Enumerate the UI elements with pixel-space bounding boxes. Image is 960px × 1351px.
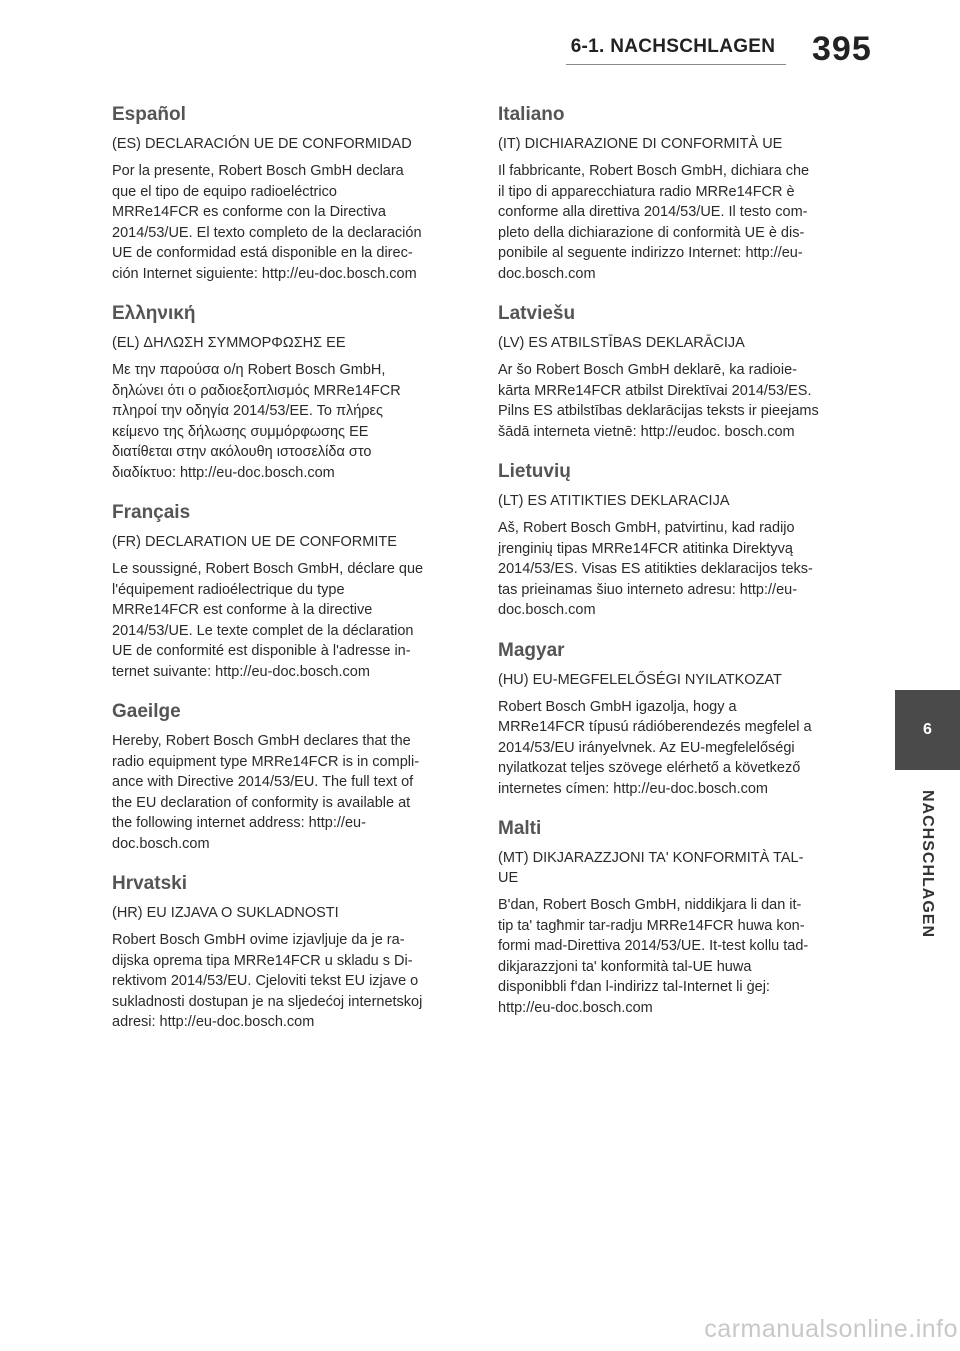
body-line: διατίθεται στην ακόλουθη ιστοσελίδα στο xyxy=(112,444,372,460)
body-line: kārta MRRe14FCR atbilst Direktīvai 2014/53/ES. xyxy=(498,382,812,399)
body-line: doc.bosch.com xyxy=(498,265,596,282)
right-column xyxy=(498,103,848,1036)
body-line: Ar šo Robert Bosch GmbH deklarē, ka radioie- xyxy=(498,362,797,378)
body-line: l'équipement radioélectrique du type xyxy=(112,581,345,598)
chapter-tab xyxy=(895,690,960,770)
body-line: adresi: http://eu-doc.bosch.com xyxy=(112,1014,315,1030)
header-divider xyxy=(566,64,786,65)
declaration-body xyxy=(498,360,848,442)
page-number: 395 xyxy=(812,30,872,68)
body-line: rektivom 2014/53/EU. Cjeloviti tekst EU izjave o xyxy=(112,973,419,989)
body-line: disponibbli f'dan l-indirizz tal-Internet li ġej: xyxy=(498,979,770,995)
language-heading: Ελληνική xyxy=(112,303,196,324)
body-line: dijska oprema tipa MRRe14FCR u skladu s Di- xyxy=(112,952,413,969)
body-line: Pilns ES atbilstības deklarācijas teksts ir pieejams xyxy=(498,403,819,419)
declaration-body xyxy=(112,360,462,483)
body-line: Aš, Robert Bosch GmbH, patvirtinu, kad radijo xyxy=(498,520,795,536)
section-italian xyxy=(498,103,848,284)
declaration-title: (MT) DIKJARAZZJONI TA' KONFORMITÀ TAL- UE xyxy=(498,850,804,886)
declaration-title: (LV) ES ATBILSTĪBAS DEKLARĀCIJA xyxy=(498,335,745,351)
body-line: 2014/53/ES. Visas ES atitikties deklaracijos teks- xyxy=(498,561,813,577)
body-line: Por la presente, Robert Bosch GmbH declara xyxy=(112,163,404,179)
body-line: dikjarazzjoni ta' konformità tal-UE huwa xyxy=(498,958,752,975)
body-line: κείμενο της δήλωσης συμμόρφωσης ΕΕ xyxy=(112,423,369,440)
declaration-body xyxy=(498,161,848,284)
body-line: 2014/53/UE. El texto completo de la declaración xyxy=(112,224,422,241)
body-line: the following internet address: http://eu- xyxy=(112,815,366,831)
body-line: Il fabbricante, Robert Bosch GmbH, dichiara che xyxy=(498,163,810,179)
body-line: doc.bosch.com xyxy=(498,602,596,618)
body-line: šādā interneta vietnē: http://eudoc. bosch.com xyxy=(498,423,795,440)
language-heading: Hrvatski xyxy=(112,873,187,894)
body-line: ción Internet siguiente: http://eu-doc.bosch.com xyxy=(112,265,417,282)
body-line: Robert Bosch GmbH igazolja, hogy a xyxy=(498,698,737,715)
declaration-title: (IT) DICHIARAZIONE DI CONFORMITÀ UE xyxy=(498,136,783,152)
language-heading: Latviešu xyxy=(498,303,576,324)
left-column xyxy=(112,103,462,1051)
section-hungarian xyxy=(498,639,848,800)
body-line: B'dan, Robert Bosch GmbH, niddikjara li dan it- xyxy=(498,897,802,913)
body-line: ance with Directive 2014/53/EU. The full text of xyxy=(112,774,414,790)
chapter-number: 6 xyxy=(923,721,932,738)
declaration-body xyxy=(112,161,462,284)
body-line: tip ta' tagħmir tar-radju MRRe14FCR huwa kon- xyxy=(498,917,805,934)
declaration-body xyxy=(498,895,848,1018)
language-heading: Gaeilge xyxy=(112,701,181,722)
declaration-body xyxy=(498,518,848,621)
body-line: MRRe14FCR típusú rádióberendezés megfelel a xyxy=(498,719,812,735)
declaration-title: (LT) ES ATITIKTIES DEKLARACIJA xyxy=(498,493,730,509)
section-latvian xyxy=(498,302,848,442)
body-line: ponibile al seguente indirizzo Internet: http://eu- xyxy=(498,245,803,261)
language-heading: Lietuvių xyxy=(498,461,571,482)
declaration-body xyxy=(112,731,462,854)
body-line: nyilatkozat teljes szövege elérhető a következő xyxy=(498,760,801,776)
declaration-title: (HU) EU-MEGFELELŐSÉGI NYILATKOZAT xyxy=(498,671,782,688)
language-heading: Italiano xyxy=(498,104,565,125)
body-line: doc.bosch.com xyxy=(112,835,210,852)
declaration-title: (FR) DECLARATION UE DE CONFORMITE xyxy=(112,534,397,550)
body-line: MRRe14FCR es conforme con la Directiva xyxy=(112,204,386,220)
body-line: formi mad-Direttiva 2014/53/UE. It-test kollu tad- xyxy=(498,938,809,954)
watermark: carmanualsonline.info xyxy=(704,1315,958,1343)
body-line: δηλώνει ότι ο ραδιοεξοπλισμός MRRe14FCR xyxy=(112,382,401,399)
language-heading: Français xyxy=(112,502,191,523)
body-line: 2014/53/EU irányelvnek. Az EU-megfelelőségi xyxy=(498,739,795,756)
body-line: que el tipo de equipo radioeléctrico xyxy=(112,183,337,200)
page-header xyxy=(0,0,960,84)
declaration-title: (HR) EU IZJAVA O SUKLADNOSTI xyxy=(112,905,339,921)
declaration-title: (ES) DECLARACIÓN UE DE CONFORMIDAD xyxy=(112,136,412,152)
body-line: radio equipment type MRRe14FCR is in compli- xyxy=(112,753,420,770)
section-french xyxy=(112,501,462,682)
body-line: conforme alla direttiva 2014/53/UE. Il testo com- xyxy=(498,204,808,220)
body-line: http://eu-doc.bosch.com xyxy=(498,999,653,1016)
body-line: UE de conformité est disponible à l'adresse in- xyxy=(112,643,411,659)
body-line: pleto della dichiarazione di conformità UE è dis- xyxy=(498,224,805,241)
section-greek xyxy=(112,302,462,483)
body-line: Hereby, Robert Bosch GmbH declares that the xyxy=(112,733,411,749)
chapter-label: NACHSCHLAGEN xyxy=(919,790,936,938)
body-line: πληροί την οδηγία 2014/53/ΕΕ. Το πλήρες xyxy=(112,403,383,419)
declaration-body xyxy=(112,930,462,1033)
language-heading: Malti xyxy=(498,818,542,839)
chapter-side-label xyxy=(897,790,957,940)
body-line: UE de conformidad está disponible en la direc- xyxy=(112,245,413,261)
body-line: MRRe14FCR est conforme à la directive xyxy=(112,602,373,618)
body-line: įrenginių tipas MRRe14FCR atitinka Direktyvą xyxy=(498,540,793,557)
language-heading: Español xyxy=(112,104,186,125)
body-line: Le soussigné, Robert Bosch GmbH, déclare que xyxy=(112,561,424,577)
declaration-body xyxy=(498,697,848,800)
language-heading: Magyar xyxy=(498,639,565,661)
section-maltese xyxy=(498,817,848,1018)
section-spanish xyxy=(112,103,462,284)
section-lithuanian xyxy=(498,460,848,621)
declaration-body xyxy=(112,559,462,682)
body-line: il tipo di apparecchiatura radio MRRe14FCR è xyxy=(498,183,795,200)
declaration-title: (EL) ΔΗΛΩΣΗ ΣΥΜΜΟΡΦΩΣΗΣ ΕΕ xyxy=(112,335,346,351)
body-line: Με την παρούσα ο/η Robert Bosch GmbH, xyxy=(112,362,386,378)
section-irish xyxy=(112,700,462,854)
body-line: the EU declaration of conformity is available at xyxy=(112,794,411,811)
body-line: internetes címen: http://eu-doc.bosch.com xyxy=(498,780,768,797)
body-line: ternet suivante: http://eu-doc.bosch.com xyxy=(112,663,370,680)
body-line: Robert Bosch GmbH ovime izjavljuje da je ra- xyxy=(112,932,405,948)
section-croatian xyxy=(112,872,462,1033)
section-title: 6-1. NACHSCHLAGEN xyxy=(570,36,776,57)
body-line: sukladnosti dostupan je na sljedećoj internetskoj xyxy=(112,993,423,1010)
body-line: διαδίκτυο: http://eu-doc.bosch.com xyxy=(112,464,335,481)
body-line: 2014/53/UE. Le texte complet de la déclaration xyxy=(112,622,414,639)
body-line: tas prieinamas šiuo interneto adresu: http://eu- xyxy=(498,581,798,598)
